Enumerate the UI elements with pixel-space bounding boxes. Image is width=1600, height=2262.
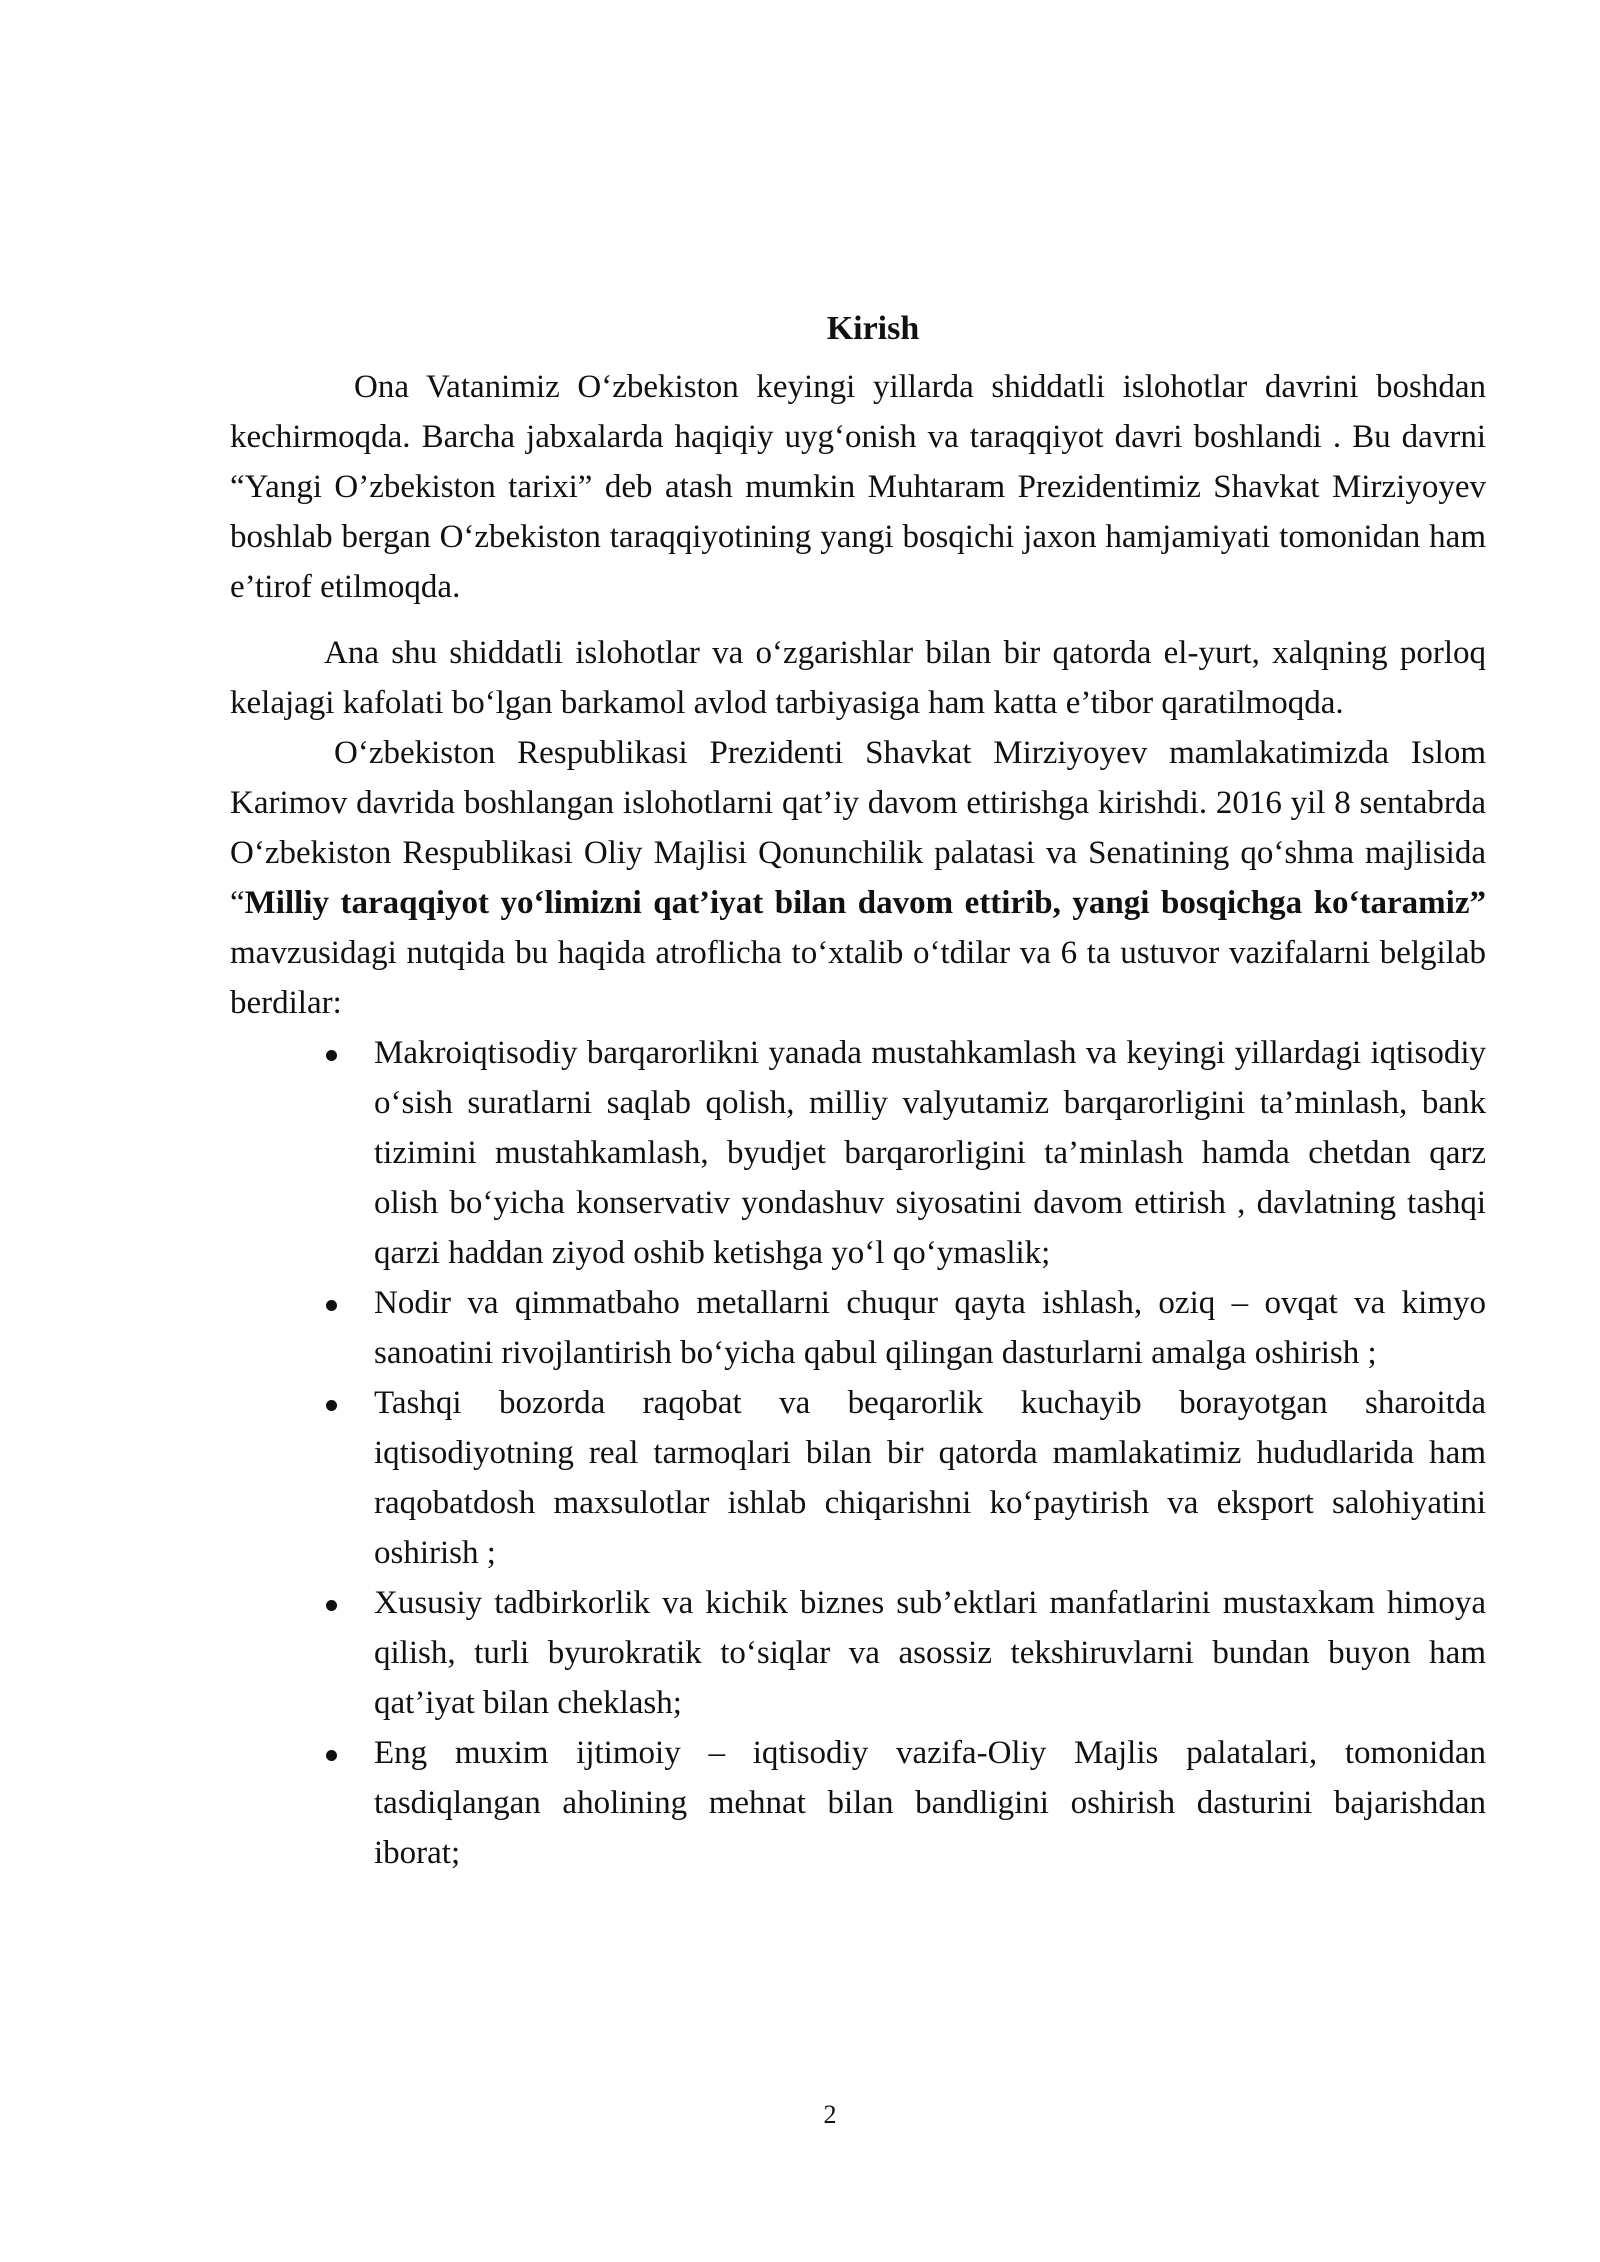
list-item-text: Makroiqtisodiy barqarorlikni yanada mustahkamlash va keyingi yillardagi iqtisodiy o‘sish suratlarni saqlab qolish, milliy valyutamiz barqarorligini ta’minlash, bank tizimini mustahkamlash, byudjet barqarorligini ta’minlash hamda chetdan qarz olish bo‘yicha konservativ yondashuv siyosatini davom ettirish , davlatning tashqi qarzi haddan ziyod oshib ketishga yo‘l qo‘ymaslik; — [374, 1035, 1486, 1271]
list-item — [230, 1578, 1486, 1728]
paragraph-2: Ana shu shiddatli islohotlar va o‘zgarishlar bilan bir qatorda el-yurt, xalqning porloq kelajagi kafolati bo‘lgan barkamol avlod tarbiyasiga ham katta e’tibor qaratilmoqda. — [230, 635, 1486, 721]
priority-tasks-list — [230, 1028, 1486, 1878]
paragraph-1: Ona Vatanimiz O‘zbekiston keyingi yillarda shiddatli islohotlar davrini boshdan kechirmoqda. Barcha jabxalarda haqiqiy uyg‘onish va taraqqiyot davri boshlandi . Bu davrni “Yangi O’zbekiston tarixi” deb atash mumkin Muhtaram Prezidentimiz Shavkat Mirziyoyev boshlab bergan O‘zbekiston taraqqiyotining yangi bosqichi jaxon hamjamiyati tomonidan ham e’tirof etilmoqda. — [230, 369, 1486, 605]
page-number: 2 — [823, 2100, 837, 2129]
list-item — [230, 1028, 1486, 1278]
page-title: Kirish — [826, 310, 920, 347]
bullet-icon — [326, 1300, 337, 1311]
list-item — [230, 1378, 1486, 1578]
bullet-icon — [326, 1750, 337, 1761]
paragraph-3-text-start: O‘zbekiston Respublikasi Prezidenti Shavkat Mirziyoyev mamlakatimizda Islom Karimov davrida boshlangan islohotlarni qat’iy davom ettirishga kirishdi. 2016 yil 8 sentabrda O‘zbekiston Respublikasi Oliy Majlisi Qonunchilik palatasi va Senatining qo‘shma majlisida “ — [230, 735, 1486, 921]
list-item-text: Eng muxim ijtimoiy – iqtisodiy vazifa-Oliy Majlis palatalari, tomonidan tasdiqlangan aholining mehnat bilan bandligini oshirish dasturini bajarishdan iborat; — [374, 1735, 1486, 1871]
list-item-text: Tashqi bozorda raqobat va beqarorlik kuchayib borayotgan sharoitda iqtisodiyotning real tarmoqlari bilan bir qatorda mamlakatimiz hududlarida ham raqobatdosh maxsulotlar ishlab chiqarishni ko‘paytirish va eksport salohiyatini oshirish ; — [374, 1385, 1486, 1571]
paragraph-3-text-end: mavzusidagi nutqida bu haqida atroflicha to‘xtalib o‘tdilar va 6 ta ustuvor vazifalarni belgilab berdilar: — [230, 935, 1486, 1021]
bullet-icon — [326, 1400, 337, 1411]
list-item — [230, 1278, 1486, 1378]
list-item-text: Nodir va qimmatbaho metallarni chuqur qayta ishlash, oziq – ovqat va kimyo sanoatini rivojlantirish bo‘yicha qabul qilingan dasturlarni amalga oshirish ; — [374, 1285, 1486, 1371]
list-item — [230, 1728, 1486, 1878]
bullet-icon — [326, 1050, 337, 1061]
list-item-text: Xususiy tadbirkorlik va kichik biznes sub’ektlari manfatlarini mustaxkam himoya qilish, turli byurokratik to‘siqlar va asossiz tekshiruvlarni bundan buyon ham qat’iyat bilan cheklash; — [374, 1585, 1486, 1721]
page-content — [230, 300, 1486, 1878]
paragraph-3 — [230, 728, 1486, 1028]
speech-title-bold: Milliy taraqqiyot yo‘limizni qat’iyat bilan davom ettirib, yangi bosqichga ko‘taramiz” — [244, 885, 1486, 921]
bullet-icon — [326, 1600, 337, 1611]
